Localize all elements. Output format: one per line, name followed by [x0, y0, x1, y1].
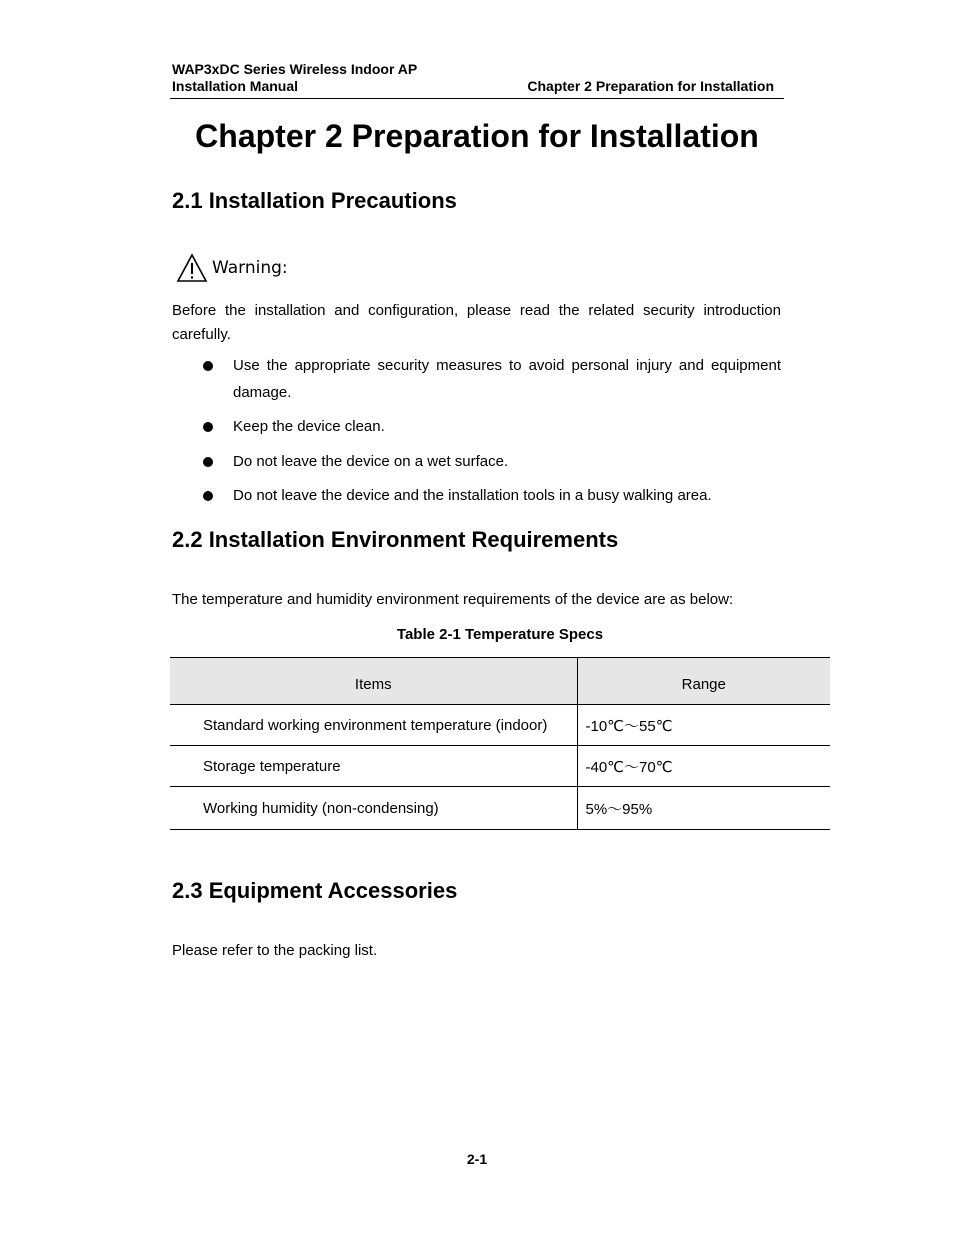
column-header-range: Range: [577, 658, 830, 705]
list-item: [203, 482, 781, 509]
section-title-accessories: 2.3 Equipment Accessories: [172, 878, 458, 903]
accessories-text: Please refer to the packing list.: [172, 942, 378, 959]
section-title-precautions: 2.1 Installation Precautions: [172, 188, 457, 213]
section-title-environment: 2.2 Installation Environment Requirements: [172, 527, 619, 552]
list-item-text-cont: damage.: [233, 384, 292, 401]
warning-callout: [176, 252, 288, 284]
list-item-text: Do not leave the device on a wet surface.: [233, 453, 509, 470]
column-header-items: Items: [170, 658, 577, 705]
list-item: [203, 448, 781, 475]
environment-intro: The temperature and humidity environment requirements of the device are as below:: [172, 591, 734, 608]
precautions-intro-line2: carefully.: [172, 326, 231, 343]
chapter-title: Chapter 2 Preparation for Installation: [195, 118, 759, 154]
table-cell-range: 5%～95%: [577, 787, 830, 830]
bullet-dot: [203, 457, 213, 467]
bullet-dot: [203, 361, 213, 371]
list-item-text: Keep the device clean.: [233, 418, 385, 435]
bullet-dot: [203, 491, 213, 501]
header-chapter-title: Chapter 2 Preparation for Installation: [527, 78, 774, 94]
page-number: 2-1: [466, 1151, 488, 1167]
table-cell-item: Storage temperature: [170, 746, 577, 787]
precautions-intro: [172, 299, 781, 347]
header-rule: [170, 98, 784, 99]
list-item-text: Do not leave the device and the installation tools in a busy walking area.: [233, 487, 712, 504]
precautions-intro-line1: Before the installation and configuration, please read the related security introduction: [172, 302, 781, 319]
table-row: [170, 787, 830, 830]
table-cell-range: -10℃～55℃: [577, 705, 830, 746]
table-row: [170, 705, 830, 746]
warning-label: Warning:: [212, 258, 288, 278]
list-item: [203, 352, 781, 406]
table-cell-item: Standard working environment temperature (indoor): [170, 705, 577, 746]
temperature-specs-table: [170, 657, 830, 830]
table-header-row: [170, 658, 830, 705]
table-cell-item: Working humidity (non-condensing): [170, 787, 577, 830]
warning-triangle-icon: [176, 253, 208, 283]
bullet-dot: [203, 422, 213, 432]
list-item-text: Use the appropriate security measures to avoid personal injury and equipment: [233, 357, 781, 374]
table-caption: Table 2-1 Temperature Specs: [396, 626, 604, 643]
table-cell-range: -40℃～70℃: [577, 746, 830, 787]
table-row: [170, 746, 830, 787]
header-manual-title: Installation Manual: [172, 78, 299, 94]
header-left: [172, 61, 417, 95]
list-item: [203, 413, 781, 440]
header-product-title: WAP3xDC Series Wireless Indoor AP: [172, 61, 418, 77]
